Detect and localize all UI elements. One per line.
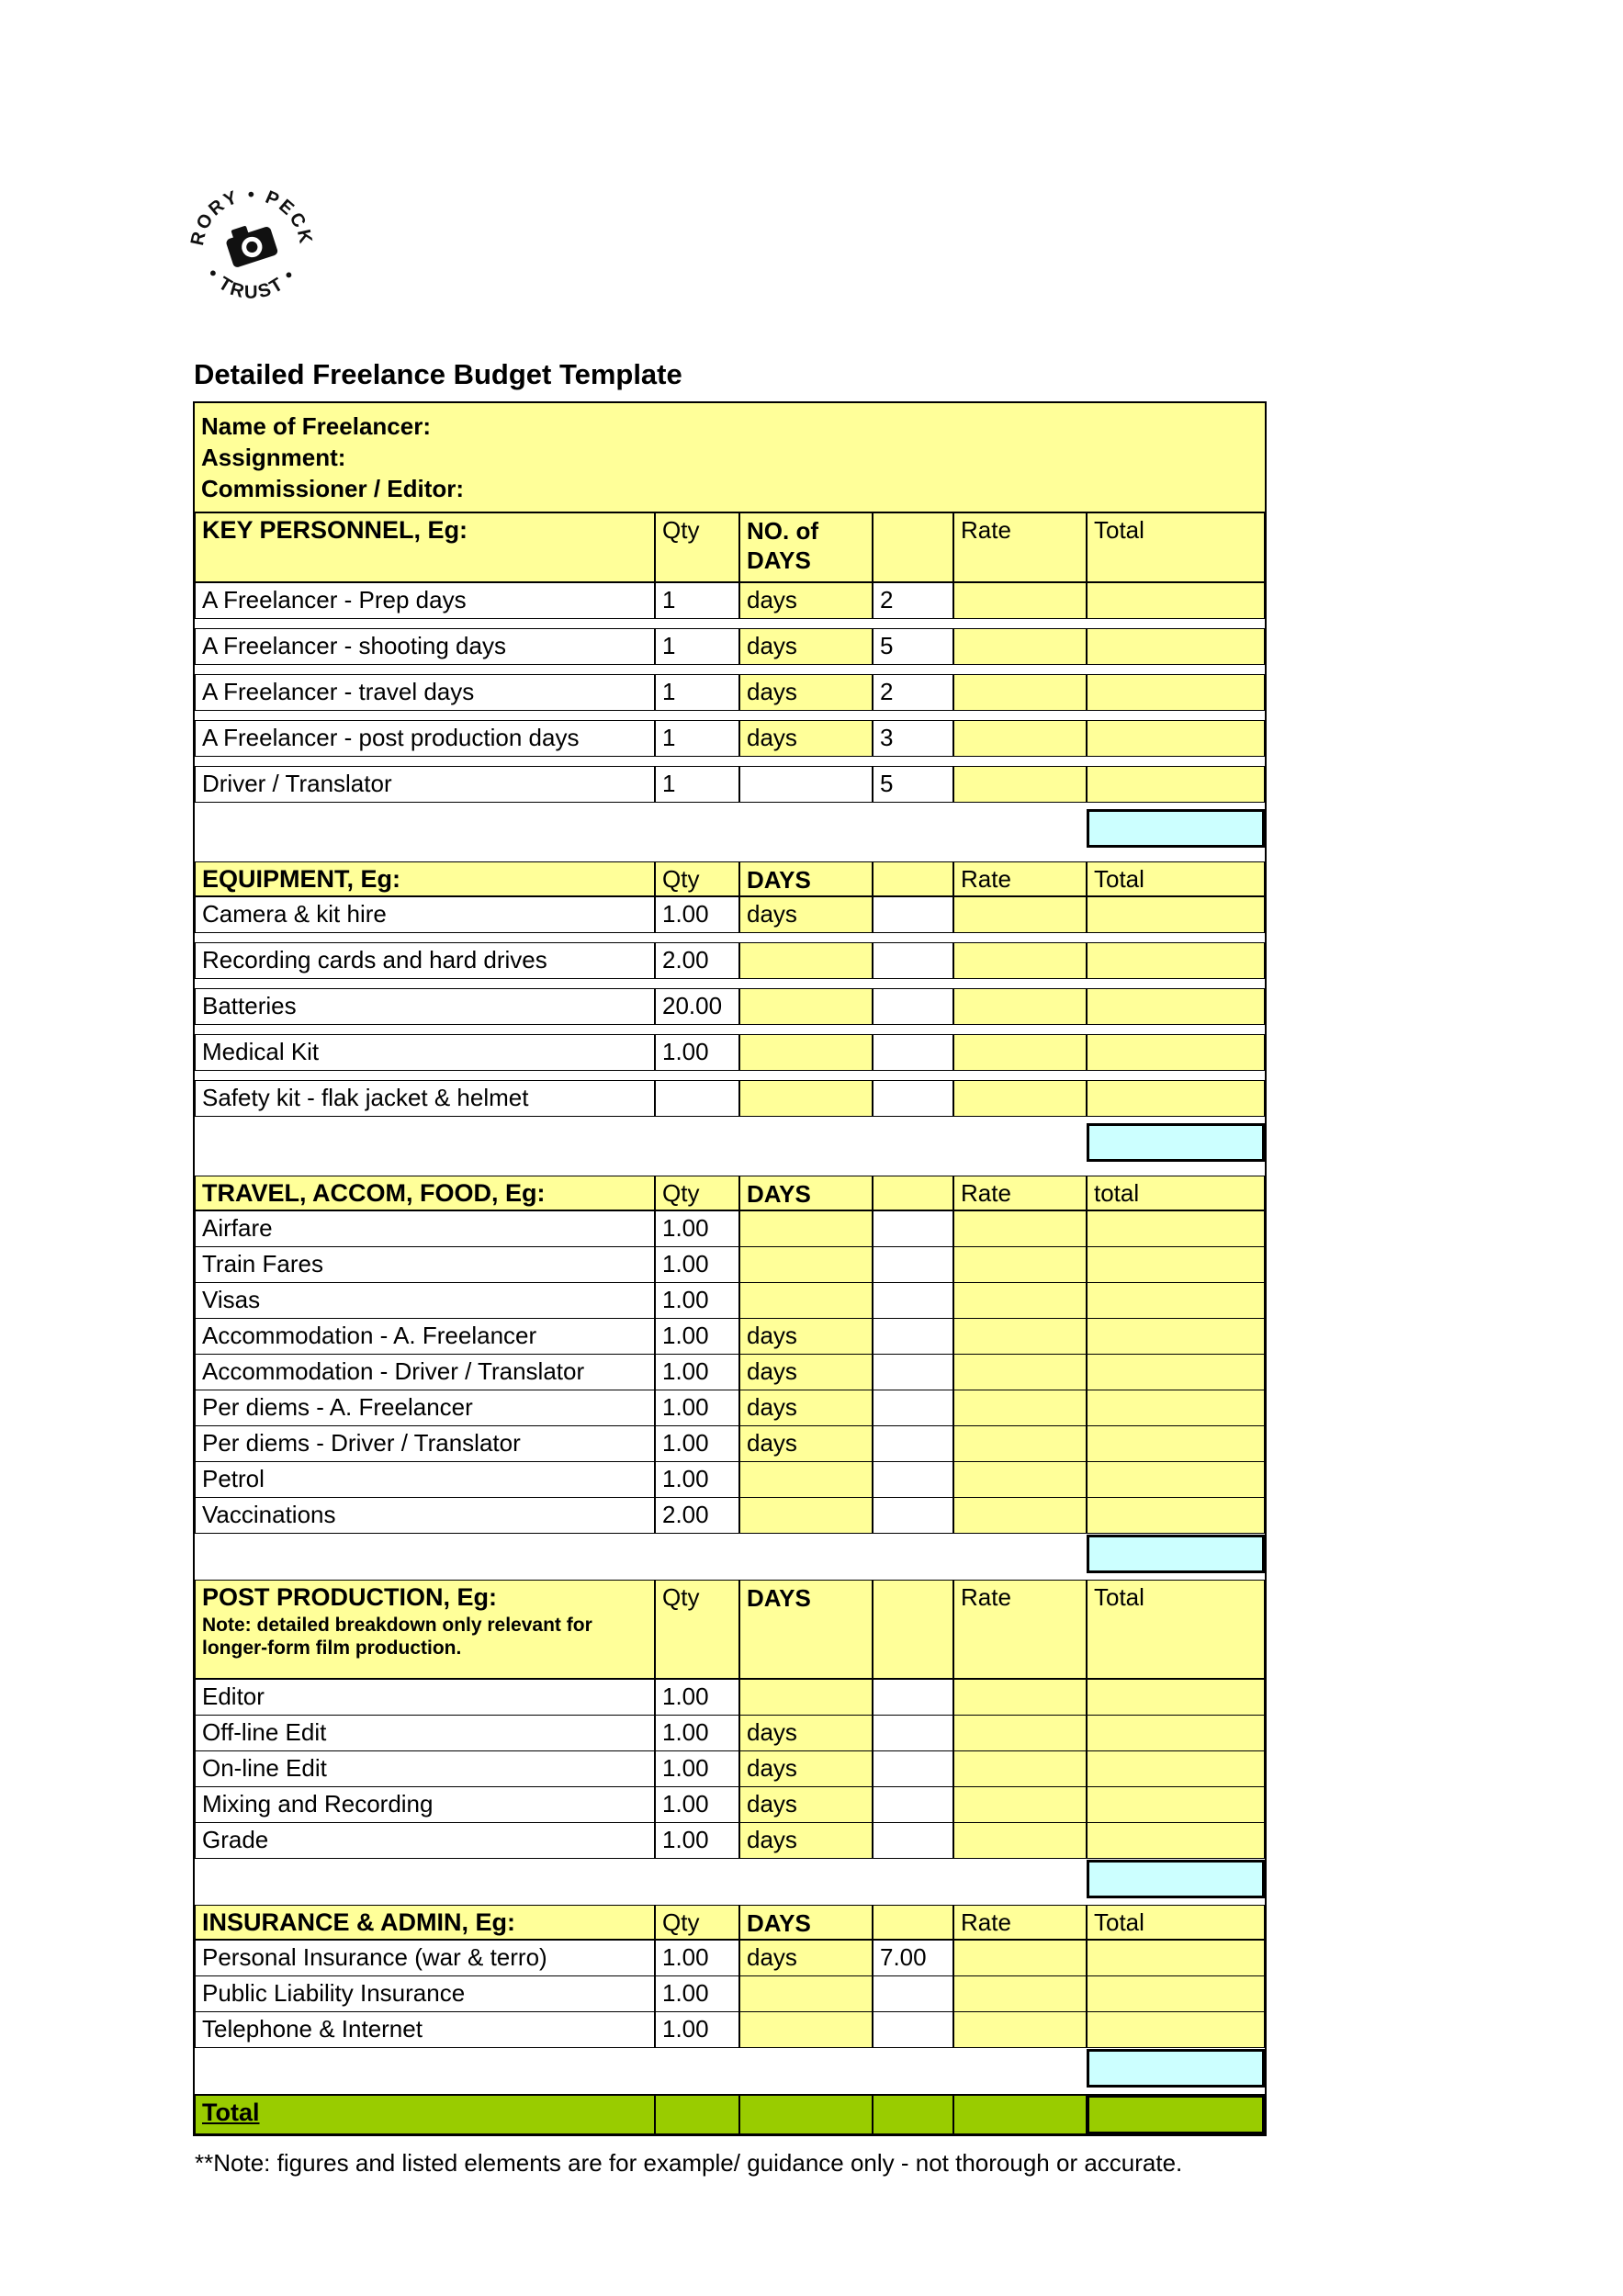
table-row (195, 1080, 1265, 1117)
section-rows (195, 896, 1265, 1117)
num-days-cell: 2 (873, 674, 953, 711)
item-cell: On-line Edit (195, 1750, 655, 1787)
days-cell: days (739, 1390, 873, 1426)
section-note: Note: detailed breakdown only relevant for longer-form film production. (202, 1615, 592, 1659)
num-days-cell (873, 1679, 953, 1716)
rate-cell (953, 1679, 1087, 1716)
total-cell (1087, 1210, 1265, 1247)
table-row (195, 896, 1265, 933)
subtotal-cell (1087, 809, 1265, 848)
item-cell: Off-line Edit (195, 1715, 655, 1751)
num-days-cell: 2 (873, 582, 953, 619)
section-header (195, 1580, 1265, 1679)
total-cell (1087, 1497, 1265, 1534)
grand-total-label-cell (195, 2095, 655, 2134)
num-days-cell (873, 2011, 953, 2048)
days-header: NO. of DAYS (739, 512, 873, 582)
days-cell (739, 2011, 873, 2048)
total-cell (1087, 1940, 1265, 1976)
subtotal-row (195, 1534, 1265, 1574)
grand-total-label: Total (202, 2099, 260, 2126)
total-cell (1087, 1034, 1265, 1071)
subtotal-row (195, 808, 1265, 849)
section-post-production (195, 1580, 1265, 1905)
total-cell (1087, 988, 1265, 1025)
item-cell: A Freelancer - post production days (195, 720, 655, 757)
table-row (195, 1210, 1265, 1247)
days-cell (739, 1034, 873, 1071)
qty-cell: 2.00 (655, 942, 739, 979)
qty-cell: 1.00 (655, 896, 739, 933)
item-cell: Vaccinations (195, 1497, 655, 1534)
subtotal-row (195, 1859, 1265, 1899)
rate-cell (953, 896, 1087, 933)
section-header (195, 512, 1265, 582)
total-cell (1087, 582, 1265, 619)
section-key-personnel (195, 512, 1265, 861)
section-title: INSURANCE & ADMIN, Eg: (195, 1905, 655, 1940)
qty-cell: 1.00 (655, 1715, 739, 1751)
qty-cell: 20.00 (655, 988, 739, 1025)
num-days-cell (873, 1246, 953, 1283)
grand-days-cell (739, 2095, 873, 2134)
total-cell (1087, 1390, 1265, 1426)
rate-header: Rate (953, 1176, 1087, 1210)
num-days-cell (873, 1786, 953, 1823)
item-cell: Recording cards and hard drives (195, 942, 655, 979)
num-days-cell (873, 1750, 953, 1787)
item-cell: Grade (195, 1822, 655, 1859)
total-cell (1087, 628, 1265, 665)
total-cell (1087, 1354, 1265, 1390)
rate-cell (953, 1080, 1087, 1117)
num-days-cell (873, 1318, 953, 1355)
total-header: Total (1087, 1580, 1265, 1679)
table-row (195, 1246, 1265, 1283)
section-equipment (195, 861, 1265, 1176)
num-days-cell (873, 1822, 953, 1859)
rate-cell (953, 1390, 1087, 1426)
subtotal-cell (1087, 1535, 1265, 1573)
info-line-commissioner: Commissioner / Editor: (201, 475, 465, 502)
qty-cell: 1.00 (655, 1822, 739, 1859)
total-cell (1087, 674, 1265, 711)
total-cell (1087, 1080, 1265, 1117)
num-days-cell (873, 1080, 953, 1117)
days-cell (739, 1497, 873, 1534)
rate-cell (953, 1975, 1087, 2012)
days-cell: days (739, 1940, 873, 1976)
qty-header: Qty (655, 1176, 739, 1210)
rate-cell (953, 1246, 1087, 1283)
subtotal-row (195, 1122, 1265, 1163)
table-row (195, 582, 1265, 619)
days-cell: days (739, 1786, 873, 1823)
grand-qty-cell (655, 2095, 739, 2134)
total-cell (1087, 1246, 1265, 1283)
rate-cell (953, 988, 1087, 1025)
section-header (195, 861, 1265, 896)
qty-cell: 1.00 (655, 1318, 739, 1355)
item-cell: Telephone & Internet (195, 2011, 655, 2048)
table-row (195, 2011, 1265, 2048)
rate-cell (953, 1461, 1087, 1498)
total-header: total (1087, 1176, 1265, 1210)
total-cell (1087, 2011, 1265, 2048)
rory-peck-trust-logo (182, 176, 321, 316)
grand-total-cell (1087, 2095, 1265, 2134)
total-header: Total (1087, 861, 1265, 896)
table-row (195, 1715, 1265, 1751)
qty-header: Qty (655, 861, 739, 896)
item-cell: Driver / Translator (195, 766, 655, 803)
total-cell (1087, 1679, 1265, 1716)
table-row (195, 988, 1265, 1025)
qty-cell: 1 (655, 628, 739, 665)
section-rows (195, 1210, 1265, 1534)
footnote: **Note: figures and listed elements are for example/ guidance only - not thorough or accurate. (195, 2149, 1183, 2177)
section-title: POST PRODUCTION, Eg: (202, 1583, 498, 1611)
days-cell: days (739, 674, 873, 711)
info-line-assignment: Assignment: (201, 444, 346, 471)
qty-cell: 1 (655, 720, 739, 757)
item-cell: Per diems - A. Freelancer (195, 1390, 655, 1426)
table-row (195, 628, 1265, 665)
total-cell (1087, 1318, 1265, 1355)
section-title: KEY PERSONNEL, Eg: (195, 512, 655, 582)
num-days-cell (873, 1210, 953, 1247)
qty-cell: 1.00 (655, 1750, 739, 1787)
days-cell: days (739, 1354, 873, 1390)
rate-cell (953, 1282, 1087, 1319)
table-row (195, 1282, 1265, 1319)
table-row (195, 1034, 1265, 1071)
num-days-cell: 5 (873, 628, 953, 665)
item-cell: Batteries (195, 988, 655, 1025)
item-cell: Public Liability Insurance (195, 1975, 655, 2012)
qty-cell: 1.00 (655, 1940, 739, 1976)
total-cell (1087, 720, 1265, 757)
rate-cell (953, 942, 1087, 979)
logo-top-text: RORY • PECK (187, 185, 316, 248)
subtotal-row (195, 2048, 1265, 2088)
table-row (195, 1786, 1265, 1823)
days-cell: days (739, 720, 873, 757)
num-days-cell (873, 1390, 953, 1426)
days-cell (739, 1679, 873, 1716)
rate-cell (953, 2011, 1087, 2048)
days-header: DAYS (739, 861, 873, 896)
rate-cell (953, 1034, 1087, 1071)
qty-cell: 1.00 (655, 1975, 739, 2012)
subtotal-cell (1087, 1860, 1265, 1898)
rate-cell (953, 1318, 1087, 1355)
item-cell: A Freelancer - shooting days (195, 628, 655, 665)
rate-cell (953, 582, 1087, 619)
section-title: EQUIPMENT, Eg: (195, 861, 655, 896)
rate-header: Rate (953, 1580, 1087, 1679)
rate-header: Rate (953, 1905, 1087, 1940)
section-insurance-admin (195, 1905, 1265, 2094)
total-cell (1087, 942, 1265, 979)
section-title: TRAVEL, ACCOM, FOOD, Eg: (195, 1176, 655, 1210)
section-travel-accom-food (195, 1176, 1265, 1580)
days-cell: days (739, 896, 873, 933)
num-days-cell (873, 1425, 953, 1462)
table-row (195, 942, 1265, 979)
days-cell: days (739, 628, 873, 665)
num-days-cell (873, 942, 953, 979)
item-cell: Editor (195, 1679, 655, 1716)
num-days-cell (873, 1461, 953, 1498)
total-cell (1087, 1715, 1265, 1751)
qty-cell: 1.00 (655, 1786, 739, 1823)
days-cell: days (739, 1425, 873, 1462)
table-row (195, 1390, 1265, 1426)
rate-cell (953, 1354, 1087, 1390)
qty-cell: 1.00 (655, 1282, 739, 1319)
num-days-cell (873, 1975, 953, 2012)
days-cell (739, 988, 873, 1025)
num-days-header (873, 512, 953, 582)
qty-cell: 1.00 (655, 1425, 739, 1462)
days-header: DAYS (739, 1580, 873, 1679)
budget-table (193, 401, 1267, 2136)
page-title: Detailed Freelance Budget Template (194, 358, 682, 390)
days-cell: days (739, 1822, 873, 1859)
qty-cell: 1 (655, 674, 739, 711)
num-days-cell: 7.00 (873, 1940, 953, 1976)
days-header: DAYS (739, 1176, 873, 1210)
item-cell: Camera & kit hire (195, 896, 655, 933)
num-days-cell: 5 (873, 766, 953, 803)
item-cell: Personal Insurance (war & terro) (195, 1940, 655, 1976)
table-row (195, 1975, 1265, 2012)
section-rows (195, 1940, 1265, 2048)
days-cell (739, 1246, 873, 1283)
qty-cell: 1 (655, 582, 739, 619)
num-days-header (873, 1905, 953, 1940)
qty-cell: 1.00 (655, 1034, 739, 1071)
qty-header: Qty (655, 1580, 739, 1679)
table-row (195, 1318, 1265, 1355)
num-days-cell (873, 1282, 953, 1319)
table-row (195, 1461, 1265, 1498)
qty-cell (655, 1080, 739, 1117)
table-row (195, 1750, 1265, 1787)
grand-num-cell (873, 2095, 953, 2134)
total-cell (1087, 896, 1265, 933)
rate-cell (953, 1715, 1087, 1751)
rate-cell (953, 1940, 1087, 1976)
days-cell (739, 766, 873, 803)
num-days-header (873, 861, 953, 896)
num-days-cell (873, 1034, 953, 1071)
table-row (195, 766, 1265, 803)
subtotal-cell (1087, 2049, 1265, 2088)
total-cell (1087, 1822, 1265, 1859)
section-header (195, 1176, 1265, 1210)
qty-cell: 1.00 (655, 1210, 739, 1247)
qty-header: Qty (655, 512, 739, 582)
num-days-cell (873, 1354, 953, 1390)
item-cell: Per diems - Driver / Translator (195, 1425, 655, 1462)
qty-cell: 2.00 (655, 1497, 739, 1534)
rate-cell (953, 1210, 1087, 1247)
days-cell: days (739, 1750, 873, 1787)
rate-cell (953, 674, 1087, 711)
item-cell: Safety kit - flak jacket & helmet (195, 1080, 655, 1117)
total-cell (1087, 1975, 1265, 2012)
qty-cell: 1.00 (655, 1390, 739, 1426)
table-row (195, 1822, 1265, 1859)
rate-cell (953, 1786, 1087, 1823)
rate-cell (953, 1750, 1087, 1787)
num-days-cell: 3 (873, 720, 953, 757)
qty-cell: 1.00 (655, 1246, 739, 1283)
item-cell: Airfare (195, 1210, 655, 1247)
num-days-cell (873, 1715, 953, 1751)
rate-cell (953, 1497, 1087, 1534)
days-cell (739, 1080, 873, 1117)
table-row (195, 1354, 1265, 1390)
total-cell (1087, 1786, 1265, 1823)
days-cell (739, 1282, 873, 1319)
total-cell (1087, 766, 1265, 803)
section-rows (195, 582, 1265, 803)
days-cell (739, 1210, 873, 1247)
item-cell: A Freelancer - Prep days (195, 582, 655, 619)
rate-cell (953, 1425, 1087, 1462)
grand-total-row (195, 2094, 1265, 2134)
rate-cell (953, 628, 1087, 665)
days-cell: days (739, 1715, 873, 1751)
item-cell: Accommodation - A. Freelancer (195, 1318, 655, 1355)
days-header: DAYS (739, 1905, 873, 1940)
days-cell: days (739, 582, 873, 619)
info-line-freelancer: Name of Freelancer: (201, 412, 431, 440)
total-cell (1087, 1282, 1265, 1319)
item-cell: Petrol (195, 1461, 655, 1498)
camera-icon (223, 219, 279, 268)
grand-rate-cell (953, 2095, 1087, 2134)
section-rows (195, 1679, 1265, 1859)
rate-cell (953, 766, 1087, 803)
qty-cell: 1.00 (655, 2011, 739, 2048)
num-days-cell (873, 1497, 953, 1534)
item-cell: Train Fares (195, 1246, 655, 1283)
item-cell: A Freelancer - travel days (195, 674, 655, 711)
item-cell: Mixing and Recording (195, 1786, 655, 1823)
item-cell: Accommodation - Driver / Translator (195, 1354, 655, 1390)
total-cell (1087, 1425, 1265, 1462)
logo-bottom-text: • TRUST • (202, 264, 301, 303)
days-cell (739, 1975, 873, 2012)
num-days-cell (873, 896, 953, 933)
num-days-header (873, 1580, 953, 1679)
num-days-cell (873, 988, 953, 1025)
total-cell (1087, 1461, 1265, 1498)
days-cell (739, 942, 873, 979)
total-cell (1087, 1750, 1265, 1787)
table-row (195, 1497, 1265, 1534)
total-header: Total (1087, 1905, 1265, 1940)
rate-header: Rate (953, 861, 1087, 896)
table-row (195, 720, 1265, 757)
days-cell (739, 1461, 873, 1498)
total-header: Total (1087, 512, 1265, 582)
num-days-header (873, 1176, 953, 1210)
table-row (195, 1940, 1265, 1976)
rate-cell (953, 1822, 1087, 1859)
item-cell: Medical Kit (195, 1034, 655, 1071)
rate-header: Rate (953, 512, 1087, 582)
qty-cell: 1.00 (655, 1461, 739, 1498)
table-row (195, 1679, 1265, 1716)
table-row (195, 1425, 1265, 1462)
days-cell: days (739, 1318, 873, 1355)
subtotal-cell (1087, 1123, 1265, 1162)
section-title-cell (195, 1580, 655, 1679)
section-header (195, 1905, 1265, 1940)
qty-cell: 1.00 (655, 1679, 739, 1716)
info-block (195, 403, 1265, 512)
table-row (195, 674, 1265, 711)
rate-cell (953, 720, 1087, 757)
item-cell: Visas (195, 1282, 655, 1319)
qty-cell: 1.00 (655, 1354, 739, 1390)
qty-header: Qty (655, 1905, 739, 1940)
qty-cell: 1 (655, 766, 739, 803)
